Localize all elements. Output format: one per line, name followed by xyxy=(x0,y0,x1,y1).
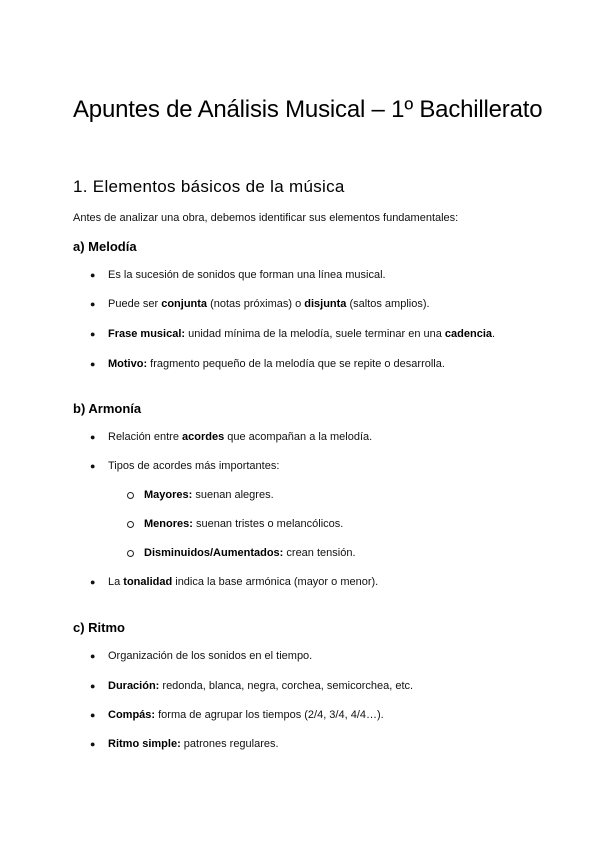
bullet-icon: ● xyxy=(90,432,96,442)
bullet-icon: ● xyxy=(90,651,96,661)
list-item: ● Motivo: fragmento pequeño de la melodía que se repite o desarrolla. xyxy=(90,358,445,370)
list-item: ● Es la sucesión de sonidos que forman una línea musical. xyxy=(90,269,386,281)
subheading-ritmo: c) Ritmo xyxy=(73,620,125,635)
section-intro: Antes de analizar una obra, debemos identificar sus elementos fundamentales: xyxy=(73,212,459,224)
bullet-icon: ● xyxy=(90,270,96,280)
list-item: ● Compás: forma de agrupar los tiempos (2/4, 3/4, 4/4…). xyxy=(90,709,384,721)
subheading-melodia: a) Melodía xyxy=(73,239,137,254)
list-item: ● Frase musical: unidad mínima de la melodía, suele terminar en una cadencia. xyxy=(90,328,496,340)
document-title: Apuntes de Análisis Musical – 1º Bachillerato xyxy=(73,96,543,123)
sub-list-item: Mayores: suenan alegres. xyxy=(144,488,274,502)
list-item: ● Puede ser conjunta (notas próximas) o disjunta (saltos amplios). xyxy=(90,298,430,310)
bullet-icon: ● xyxy=(90,710,96,720)
bullet-icon: ● xyxy=(90,577,96,587)
circle-bullet-icon xyxy=(127,492,134,499)
subheading-armonia: b) Armonía xyxy=(73,401,142,416)
list-item: ● Relación entre acordes que acompañan a la melodía. xyxy=(90,431,373,443)
sub-list-item: Menores: suenan tristes o melancólicos. xyxy=(144,517,343,531)
bullet-icon: ● xyxy=(90,681,96,691)
bullet-icon: ● xyxy=(90,329,96,339)
list-item: ● Tipos de acordes más importantes: xyxy=(90,460,280,472)
circle-bullet-icon xyxy=(127,521,134,528)
sub-list-item: Disminuidos/Aumentados: crean tensión. xyxy=(144,546,356,560)
circle-bullet-icon xyxy=(127,550,134,557)
bullet-icon: ● xyxy=(90,359,96,369)
list-item: ● Organización de los sonidos en el tiempo. xyxy=(90,650,313,662)
list-item: ● Duración: redonda, blanca, negra, corchea, semicorchea, etc. xyxy=(90,680,414,692)
bullet-icon: ● xyxy=(90,299,96,309)
section-heading-elementos: 1. Elementos básicos de la música xyxy=(73,177,345,196)
list-item: ● Ritmo simple: patrones regulares. xyxy=(90,738,279,750)
list-item: ● La tonalidad indica la base armónica (mayor o menor). xyxy=(90,576,379,588)
bullet-icon: ● xyxy=(90,461,96,471)
bullet-icon: ● xyxy=(90,739,96,749)
